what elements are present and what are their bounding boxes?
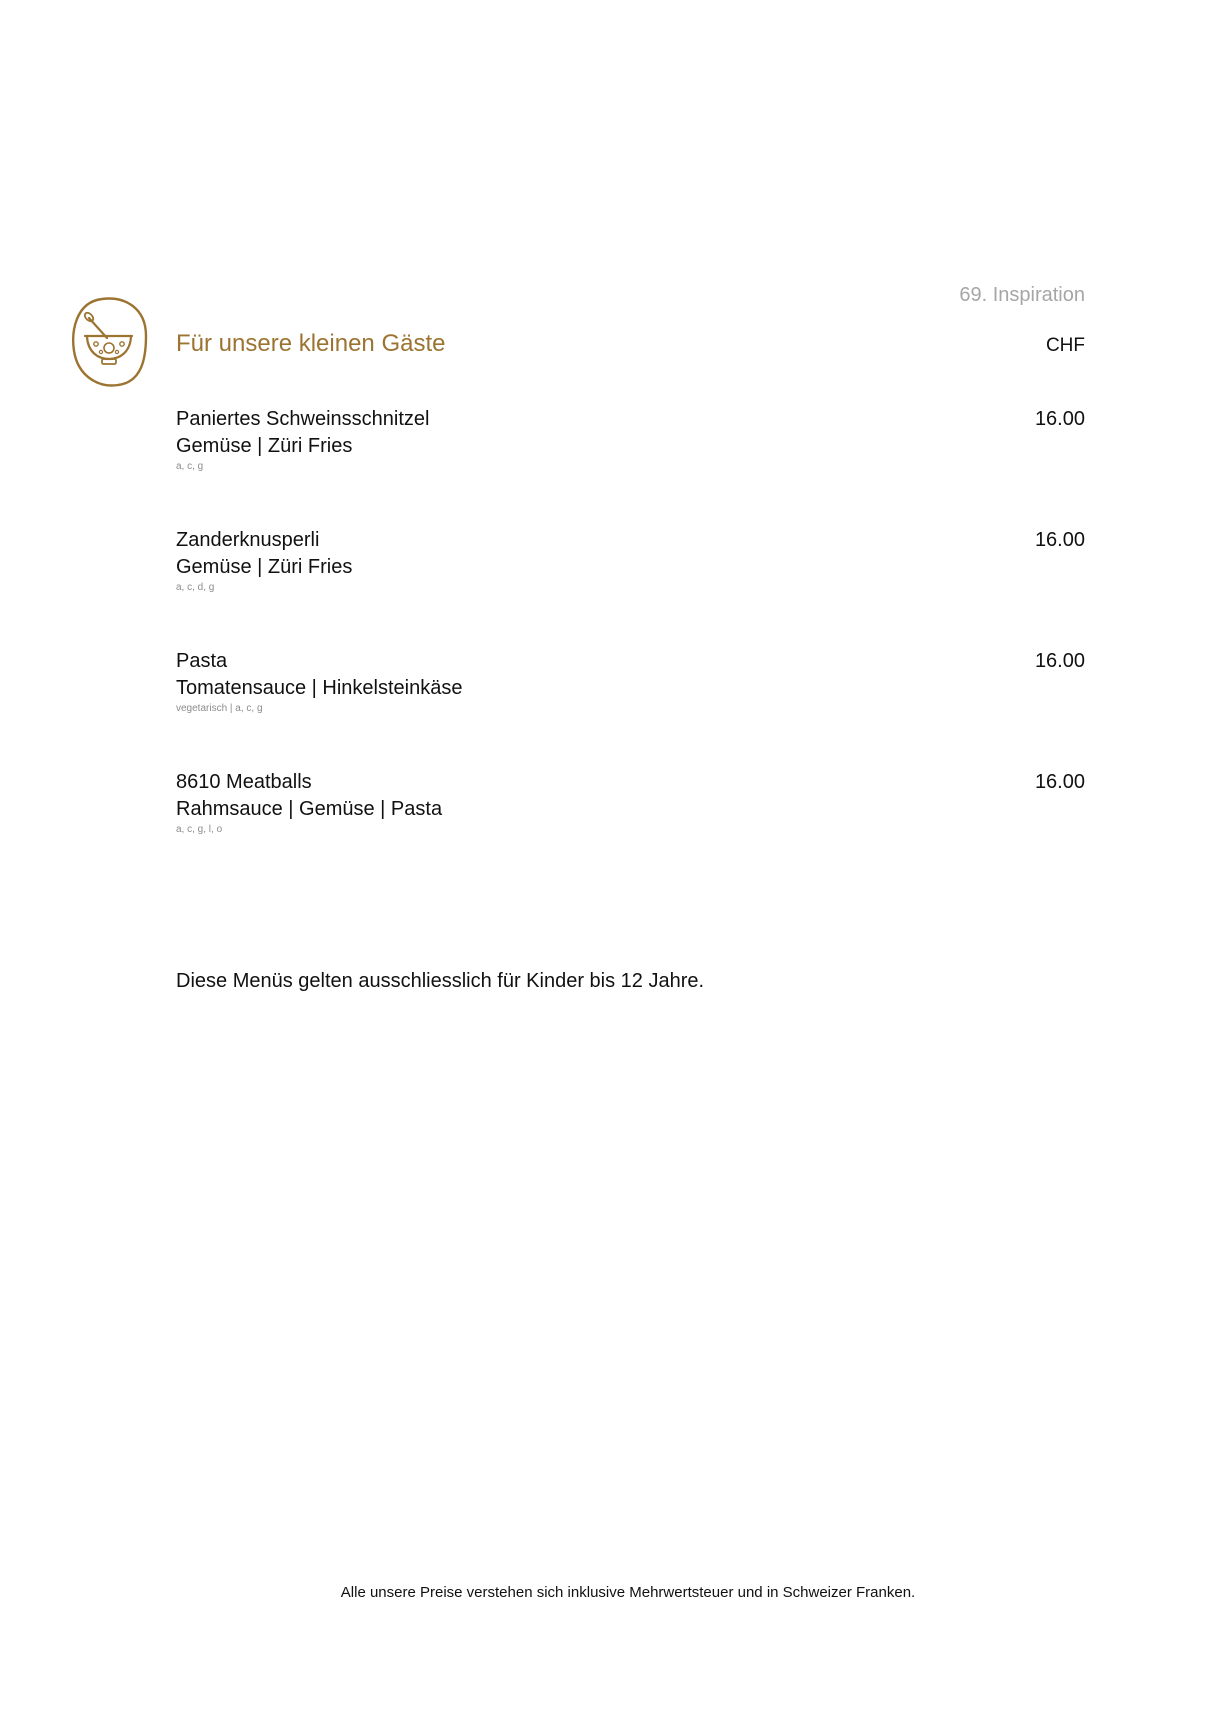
item-description: Gemüse | Züri Fries bbox=[176, 556, 353, 578]
item-description: Tomatensauce | Hinkelsteinkäse bbox=[176, 677, 463, 699]
item-description: Gemüse | Züri Fries bbox=[176, 435, 353, 457]
currency-label: CHF bbox=[1045, 335, 1085, 356]
item-price: 16.00 bbox=[1034, 771, 1085, 793]
item-price: 16.00 bbox=[1034, 529, 1085, 551]
age-restriction-note: Diese Menüs gelten ausschliesslich für Kinder bis 12 Jahre. bbox=[176, 970, 705, 992]
section-title: Für unsere kleinen Gäste bbox=[176, 330, 446, 357]
menu-item bbox=[176, 648, 1085, 716]
menu-item bbox=[176, 769, 1085, 837]
menu-item bbox=[176, 406, 1085, 474]
item-name: Paniertes Schweinsschnitzel bbox=[176, 408, 430, 430]
item-allergens: a, c, g bbox=[176, 461, 204, 472]
bowl-with-spoon-icon bbox=[70, 296, 148, 388]
item-name: 8610 Meatballs bbox=[176, 771, 312, 793]
item-description: Rahmsauce | Gemüse | Pasta bbox=[176, 798, 443, 820]
footer-price-notice: Alle unsere Preise verstehen sich inklusive Mehrwertsteuer und in Schweizer Franken. bbox=[340, 1584, 916, 1601]
item-allergens: vegetarisch | a, c, g bbox=[176, 703, 263, 714]
item-name: Zanderknusperli bbox=[176, 529, 320, 551]
item-allergens: a, c, g, l, o bbox=[176, 824, 223, 835]
item-name: Pasta bbox=[176, 650, 228, 672]
item-allergens: a, c, d, g bbox=[176, 582, 215, 593]
item-price: 16.00 bbox=[1034, 408, 1085, 430]
item-price: 16.00 bbox=[1034, 650, 1085, 672]
page-label: 69. Inspiration bbox=[959, 284, 1085, 306]
menu-item bbox=[176, 527, 1085, 595]
